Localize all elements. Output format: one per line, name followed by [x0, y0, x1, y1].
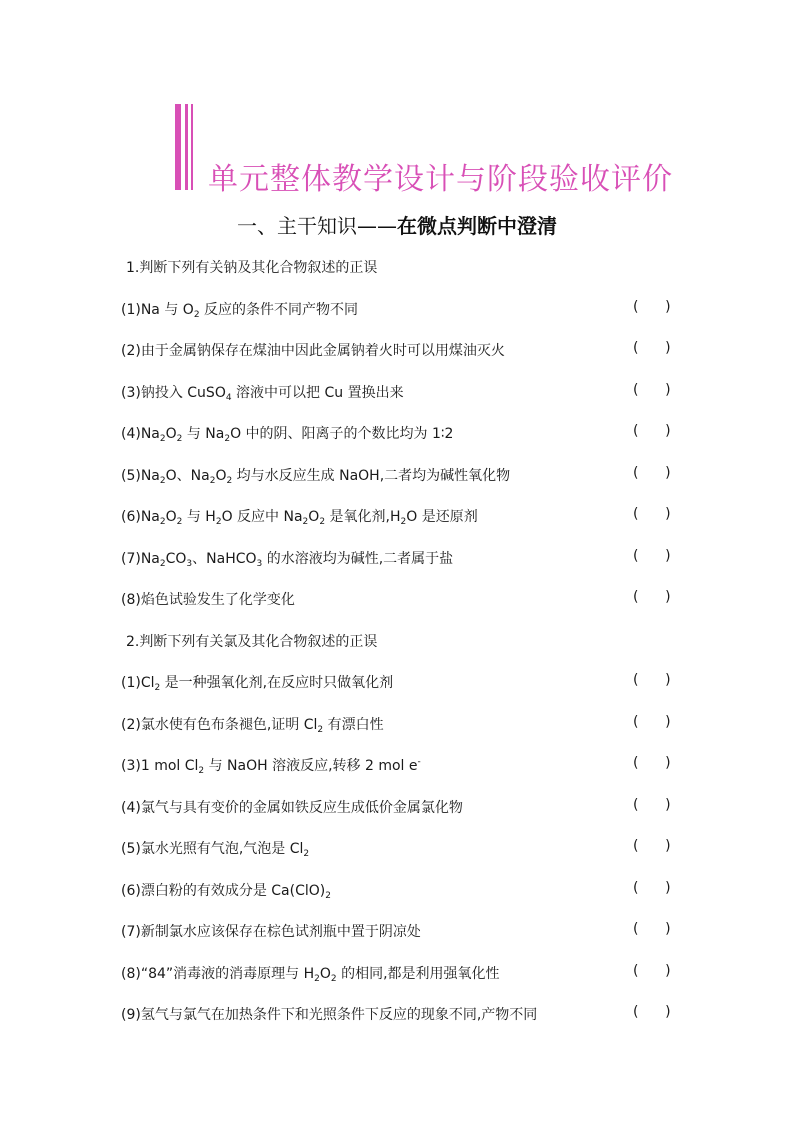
answer-blank[interactable]: ( )	[633, 464, 671, 481]
answer-blank[interactable]: ( )	[633, 962, 671, 979]
question-item: (8)焰色试验发生了化学变化	[121, 592, 295, 608]
question-item: (2)由于金属钠保存在煤油中因此金属钠着火时可以用煤油灭火	[121, 343, 505, 359]
decor-bar	[185, 104, 188, 190]
question-item: (2)氯水使有色布条褪色,证明 $Cl_2$ 有漂白性	[121, 716, 384, 735]
question-item: (1)Na 与 $O_2$ 反应的条件不同产物不同	[121, 301, 358, 320]
answer-blank[interactable]: ( )	[633, 589, 671, 605]
question-item: (3)钠投入 CuSO$_4$ 溶液中可以把 Cu 置换出来	[121, 384, 404, 403]
subtitle-lead: 一、主干知识——	[237, 214, 397, 238]
answer-blank[interactable]: ( )	[633, 879, 671, 896]
answer-blank[interactable]: ( )	[633, 921, 671, 937]
question-item: $(5)Na_2O$、$Na_2O_2$ 均与水反应生成 NaOH,二者均为碱性氧化物	[121, 467, 511, 486]
section-heading: 1.判断下列有关钠及其化合物叙述的正误	[126, 260, 378, 276]
answer-blank[interactable]: ( )	[633, 1004, 671, 1020]
subtitle-emphasis: 在微点判断中澄清	[397, 214, 557, 238]
question-item: $(6)Na_2O_2$ 与 $H_2O$ 反应中 $Na_2O_2$ 是氧化剂$,H_2O$ 是还原剂	[121, 509, 478, 527]
answer-blank[interactable]: ( )	[633, 838, 671, 854]
decor-bar	[175, 104, 181, 190]
question-item: (6)漂白粉的有效成分是 $Ca(ClO)_2$	[121, 882, 331, 901]
question-item: (7)新制氯水应该保存在棕色试剂瓶中置于阴凉处	[121, 924, 421, 940]
answer-blank[interactable]: ( )	[633, 423, 671, 439]
answer-blank[interactable]: ( )	[633, 547, 671, 564]
question-item: (3)1 mol $Cl_2$ 与 NaOH 溶液反应,转移 2 mol e-	[121, 757, 421, 776]
answer-blank[interactable]: ( )	[633, 713, 671, 730]
section-heading: 2.判断下列有关氯及其化合物叙述的正误	[126, 633, 378, 650]
question-item: (8)“84”消毒液的消毒原理与 $H_2O_2$ 的相同,都是利用强氧化性	[121, 965, 500, 984]
answer-blank[interactable]: ( )	[633, 755, 671, 771]
answer-blank[interactable]: ( )	[633, 672, 671, 688]
question-item: $(7)Na_2CO_3$、NaHCO$_3$ 的水溶液均为碱性,二者属于盐	[121, 550, 454, 569]
question-item: (4)氯气与具有变价的金属如铁反应生成低价金属氯化物	[121, 799, 463, 816]
answer-blank[interactable]: ( )	[633, 381, 671, 398]
question-item: (9)氢气与氯气在加热条件下和光照条件下反应的现象不同,产物不同	[121, 1007, 538, 1023]
answer-blank[interactable]: ( )	[633, 506, 671, 522]
question-item: $(1)Cl_2$ 是一种强氧化剂,在反应时只做氧化剂	[121, 675, 394, 693]
decor-bar	[191, 104, 193, 190]
page-title: 单元整体教学设计与阶段验收评价	[208, 162, 673, 197]
question-item: $(4)Na_2O_2$ 与 $Na_2O$ 中的阴、阳离子的个数比均为 1∶2	[121, 426, 454, 444]
question-item: (5)氯水光照有气泡,气泡是 $Cl_2$	[121, 841, 310, 859]
answer-blank[interactable]: ( )	[633, 796, 671, 813]
answer-blank[interactable]: ( )	[633, 340, 671, 356]
answer-blank[interactable]: ( )	[633, 298, 671, 315]
section-subtitle	[0, 210, 794, 239]
